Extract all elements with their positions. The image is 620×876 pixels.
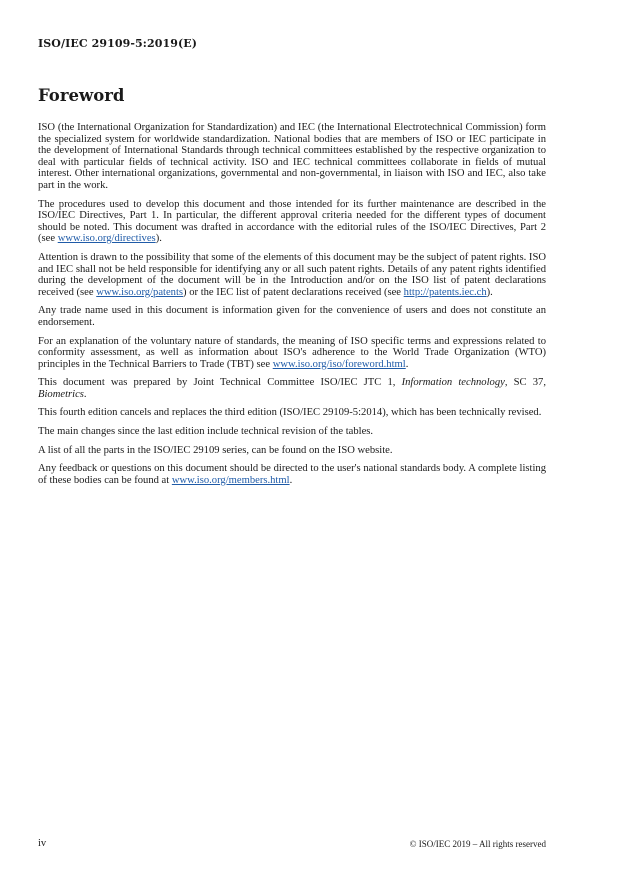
directives-link[interactable]: www.iso.org/directives	[57, 233, 156, 245]
iec-patents-link[interactable]: http://patents.iec.ch	[403, 286, 487, 298]
copyright-notice: © ISO/IEC 2019 – All rights reserved	[409, 839, 546, 849]
paragraph-prepared-end: .	[83, 388, 87, 400]
paragraph-iso-iec-intro: ISO (the International Organization for Standardization) and IEC (the International Electrotechnical Commission) form the specialized system for worldwide standardization. National bodies that are members of ISO or IEC participate in the development of International Standards through technical committees established by the respective organization to deal with particular fields of technical activity. ISO and IEC technical committees collaborate in fields of mutual interest. Other international organizations, governmental and non-governmental, in liaison with ISO and IEC, also take part in the work.	[38, 122, 546, 191]
paragraph-patent-mid: ) or the IEC list of patent declarations received (see	[183, 286, 404, 298]
document-id-header: ISO/IEC 29109-5:2019(E)	[38, 37, 198, 50]
paragraph-feedback	[38, 463, 546, 486]
page-number: iv	[38, 838, 47, 849]
paragraph-parts-list: A list of all the parts in the ISO/IEC 29109 series, can be found on the ISO website.	[38, 444, 393, 456]
paragraph-prepared-mid: , SC 37,	[504, 377, 546, 389]
members-link[interactable]: www.iso.org/members.html	[171, 474, 290, 486]
paragraph-main-changes: The main changes since the last edition include technical revision of the tables.	[38, 426, 374, 438]
paragraph-voluntary-end: .	[405, 358, 409, 370]
paragraph-voluntary-text: For an explanation of the voluntary nature of standards, the meaning of ISO specific terms and expressions related to conformity assessment, as well as information about ISO's adherence to the World Trade Organization (WTO) principles in the Technical Barriers to Trade (TBT) see	[38, 335, 546, 370]
paragraph-feedback-text: Any feedback or questions on this document should be directed to the user's national standards body. A complete listing of these bodies can be found at	[38, 463, 546, 486]
foreword-info-link[interactable]: www.iso.org/iso/foreword.html	[272, 358, 406, 370]
paragraph-prepared-by	[38, 377, 546, 400]
paragraph-feedback-end: .	[289, 474, 293, 486]
foreword-body	[38, 122, 546, 493]
paragraph-voluntary-nature	[38, 336, 546, 371]
committee-name-italic: Information technology	[401, 377, 505, 389]
paragraph-prepared-text: This document was prepared by Joint Technical Committee ISO/IEC JTC 1,	[38, 377, 402, 389]
paragraph-patent-end: ).	[486, 286, 493, 298]
paragraph-edition: This fourth edition cancels and replaces the third edition (ISO/IEC 29109-5:2014), which has been technically revised.	[38, 407, 542, 419]
section-title: Foreword	[38, 86, 125, 105]
paragraph-procedures-text: The procedures used to develop this document and those intended for its further maintenance are described in the ISO/IEC Directives, Part 1. In particular, the different approval criteria needed for the different types of document should be noted. This document was drafted in accordance with the editorial rules of the ISO/IEC Directives, Part 2 (see	[38, 198, 546, 245]
paragraph-procedures	[38, 199, 546, 245]
paragraph-patent-text: Attention is drawn to the possibility that some of the elements of this document may be the subject of patent rights. ISO and IEC shall not be held responsible for identifying any or all such patent rights. Details of any patent rights identified during the development of the document will be in the Introduction and/or on the ISO list of patent declarations received (see	[38, 251, 546, 298]
subcommittee-name-italic: Biometrics	[38, 388, 84, 400]
paragraph-patent-rights	[38, 252, 546, 298]
iso-patents-link[interactable]: www.iso.org/patents	[96, 286, 184, 298]
paragraph-procedures-end: ).	[155, 233, 162, 245]
paragraph-trade-name: Any trade name used in this document is information given for the convenience of users and does not constitute an endorsement.	[38, 305, 546, 328]
